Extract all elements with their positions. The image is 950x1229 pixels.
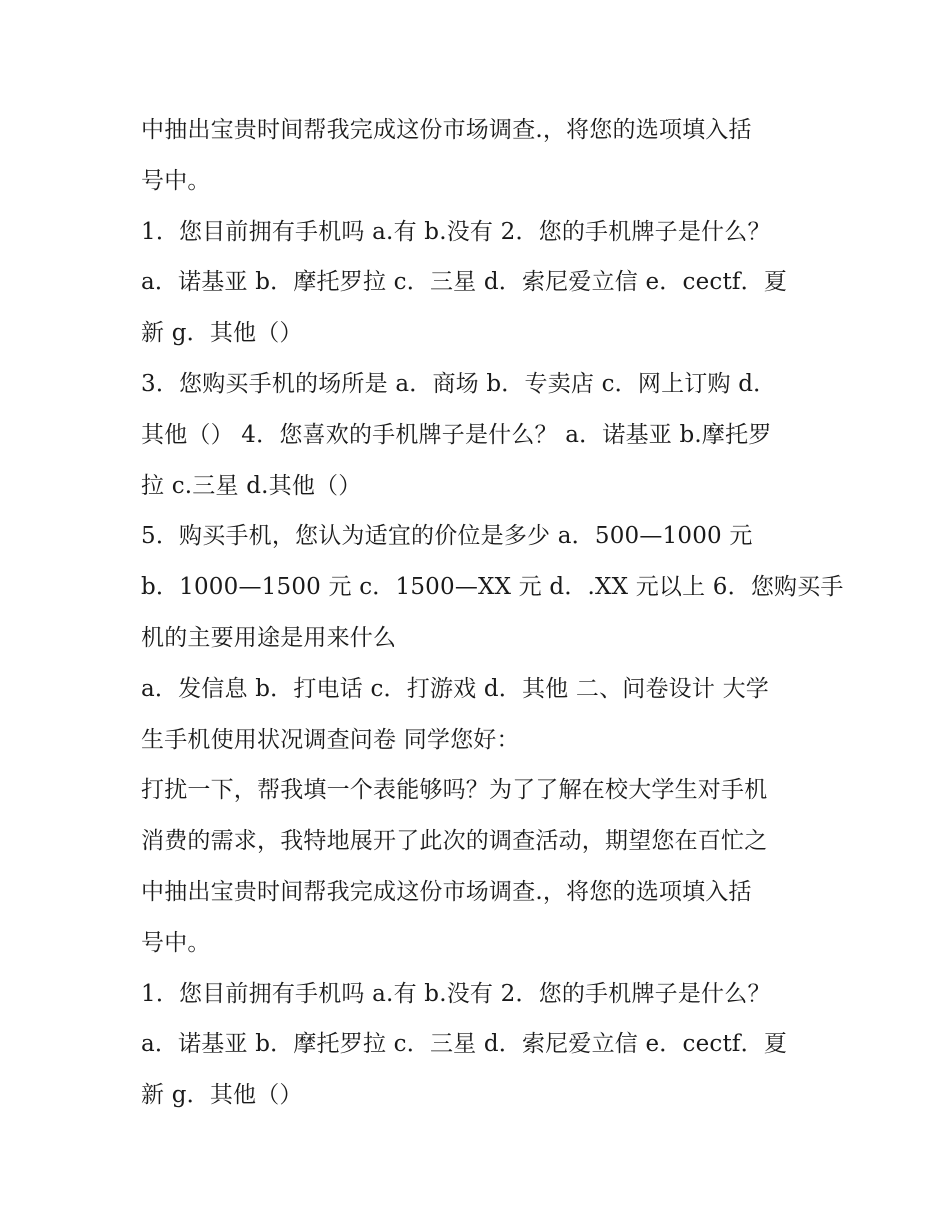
document-body (141, 105, 844, 1121)
text-line: 号中。 (141, 929, 211, 956)
text-line: 中抽出宝贵时间帮我完成这份市场调查.，将您的选项填入括 (141, 117, 752, 143)
text-line: 中抽出宝贵时间帮我完成这份市场调查.，将您的选项填入括 (141, 878, 752, 905)
text-line: 3．您购买手机的场所是 a．商场 b．专卖店 c．网上订购 d． (141, 370, 777, 397)
text-line: a．诺基亚 b．摩托罗拉 c．三星 d．索尼爱立信 e．cectf．夏 (141, 1031, 788, 1058)
text-line: 1．您目前拥有手机吗 a.有 b.没有 2．您的手机牌子是什么？ (141, 218, 771, 245)
text-line: 机的主要用途是用来什么 (141, 624, 397, 651)
text-line: a．诺基亚 b．摩托罗拉 c．三星 d．索尼爱立信 e．cectf．夏 (141, 269, 788, 296)
text-line: 1．您目前拥有手机吗 a.有 b.没有 2．您的手机牌子是什么？ (141, 980, 771, 1007)
text-line: a．发信息 b．打电话 c．打游戏 d．其他 二、问卷设计 大学 (141, 675, 769, 702)
text-line: b．1000—1500 元 c．1500—XX 元 d．.XX 元以上 6．您购买手 (141, 574, 844, 601)
text-line: 拉 c.三星 d.其他（） (141, 472, 362, 499)
text-line: 新 g．其他（） (141, 1082, 303, 1109)
text-line: 消费的需求，我特地展开了此次的调查活动，期望您在百忙之 (141, 828, 768, 855)
text-line: 其他（） 4．您喜欢的手机牌子是什么？ a．诺基亚 b.摩托罗 (141, 421, 772, 448)
text-line: 5．购买手机，您认为适宜的价位是多少 a．500—1000 元 (141, 523, 753, 550)
text-line: 新 g．其他（） (141, 320, 303, 347)
text-line: 生手机使用状况调查问卷 同学您好： (141, 726, 520, 753)
text-line: 号中。 (141, 167, 211, 194)
text-line: 打扰一下，帮我填一个表能够吗？为了了解在校大学生对手机 (141, 777, 768, 804)
